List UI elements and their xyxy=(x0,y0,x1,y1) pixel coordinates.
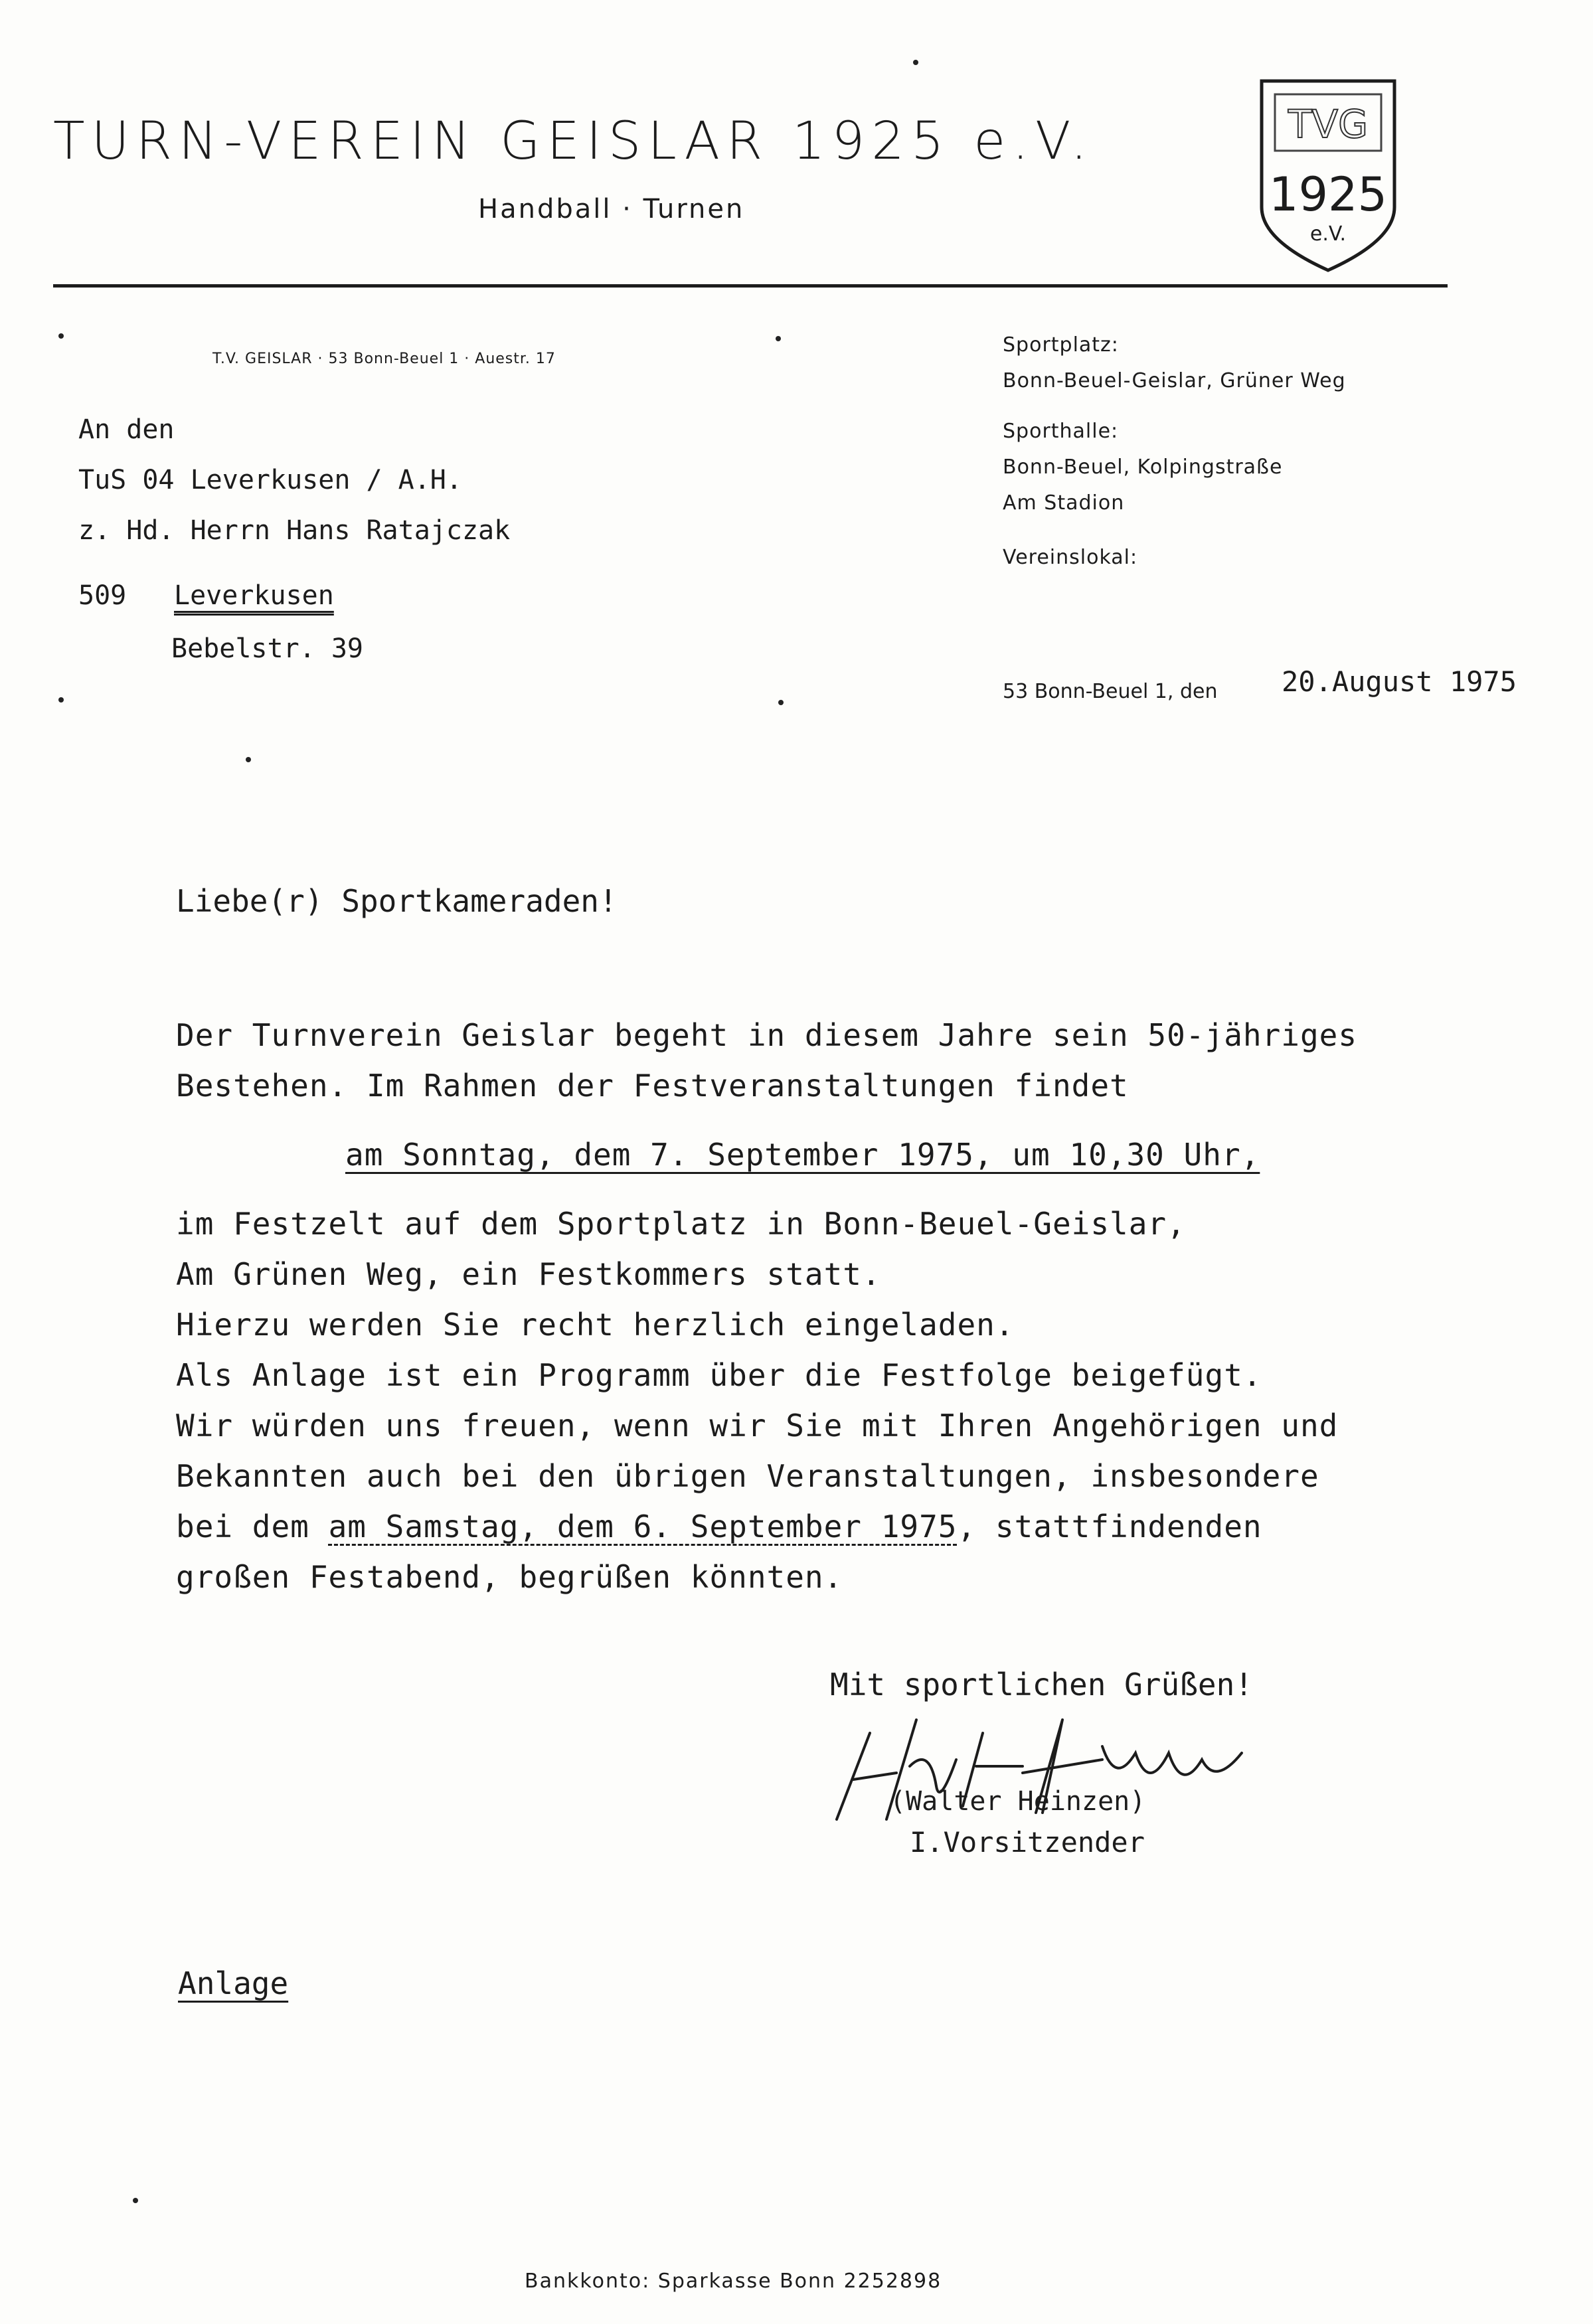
sporthalle-label: Sporthalle: xyxy=(1003,420,1119,443)
attachment-note: Anlage xyxy=(178,1965,289,2001)
body-line-1: Der Turnverein Geislar begeht in diesem Jahre sein 50-jähriges xyxy=(176,1017,1358,1053)
scan-speck xyxy=(913,60,918,65)
club-subtitle: Handball · Turnen xyxy=(478,194,745,224)
body-line-7: Als Anlage ist ein Programm über die Festfolge beigefügt. xyxy=(176,1357,1262,1393)
club-name-heading: TURN-VEREIN GEISLAR 1925 e.V. xyxy=(53,112,1094,171)
body-line-6: Hierzu werden Sie recht herzlich eingeladen. xyxy=(176,1307,1015,1343)
recipient-postcode: 509 xyxy=(78,580,127,611)
scan-speck xyxy=(58,333,64,339)
recipient-line-1: An den xyxy=(78,414,175,445)
body-line-11: großen Festabend, begrüßen könnten. xyxy=(176,1559,843,1595)
body-line-2: Bestehen. Im Rahmen der Festveranstaltungen findet xyxy=(176,1068,1129,1104)
body-line-10-end: , stattfindenden xyxy=(957,1509,1262,1544)
body-line-5: Am Grünen Weg, ein Festkommers statt. xyxy=(176,1256,881,1292)
closing-greeting: Mit sportlichen Grüßen! xyxy=(830,1667,1253,1702)
date-city-prefix: 53 Bonn-Beuel 1, den xyxy=(1003,680,1218,703)
emblem-year: 1925 xyxy=(1268,167,1388,222)
recipient-line-2: TuS 04 Leverkusen / A.H. xyxy=(78,465,462,495)
scan-speck xyxy=(58,697,64,703)
emblem-initials: TVG xyxy=(1288,102,1369,147)
scan-speck xyxy=(133,2198,138,2203)
signatory-name: (Walter Heinzen) xyxy=(890,1786,1146,1817)
sporthalle-value-stadium: Am Stadion xyxy=(1003,491,1125,515)
scan-speck xyxy=(776,336,781,341)
letterhead-divider xyxy=(53,284,1448,288)
signatory-role: I.Vorsitzender xyxy=(910,1826,1145,1859)
sportplatz-label: Sportplatz: xyxy=(1003,333,1119,357)
bank-account-footer: Bankkonto: Sparkasse Bonn 2252898 xyxy=(525,2270,942,2293)
body-line-9: Bekannten auch bei den übrigen Veranstaltungen, insbesondere xyxy=(176,1458,1319,1494)
sportplatz-value: Bonn-Beuel-Geislar, Grüner Weg xyxy=(1003,369,1346,392)
sender-address-line: T.V. GEISLAR · 53 Bonn-Beuel 1 · Auestr. 17 xyxy=(212,351,556,367)
scan-speck xyxy=(778,700,784,705)
body-line-8: Wir würden uns freuen, wenn wir Sie mit Ihren Angehörigen und xyxy=(176,1408,1339,1444)
club-emblem-logo xyxy=(1255,74,1401,274)
salutation: Liebe(r) Sportkameraden! xyxy=(176,883,618,919)
scan-speck xyxy=(246,757,251,762)
body-festabend-date: am Samstag, dem 6. September 1975 xyxy=(328,1509,958,1544)
letter-date: 20.August 1975 xyxy=(1282,665,1517,698)
emblem-suffix: e.V. xyxy=(1309,222,1347,246)
body-line-10-start: bei dem xyxy=(176,1509,329,1544)
vereinslokal-label: Vereinslokal: xyxy=(1003,546,1138,569)
body-line-10 xyxy=(176,1509,1262,1544)
body-event-date: am Sonntag, dem 7. September 1975, um 10,30 Uhr, xyxy=(345,1137,1260,1173)
body-line-4: im Festzelt auf dem Sportplatz in Bonn-Beuel-Geislar, xyxy=(176,1206,1186,1242)
sporthalle-value-street: Bonn-Beuel, Kolpingstraße xyxy=(1003,456,1283,479)
recipient-street: Bebelstr. 39 xyxy=(171,633,363,664)
recipient-city: Leverkusen xyxy=(174,580,334,611)
recipient-line-3: z. Hd. Herrn Hans Ratajczak xyxy=(78,515,511,546)
